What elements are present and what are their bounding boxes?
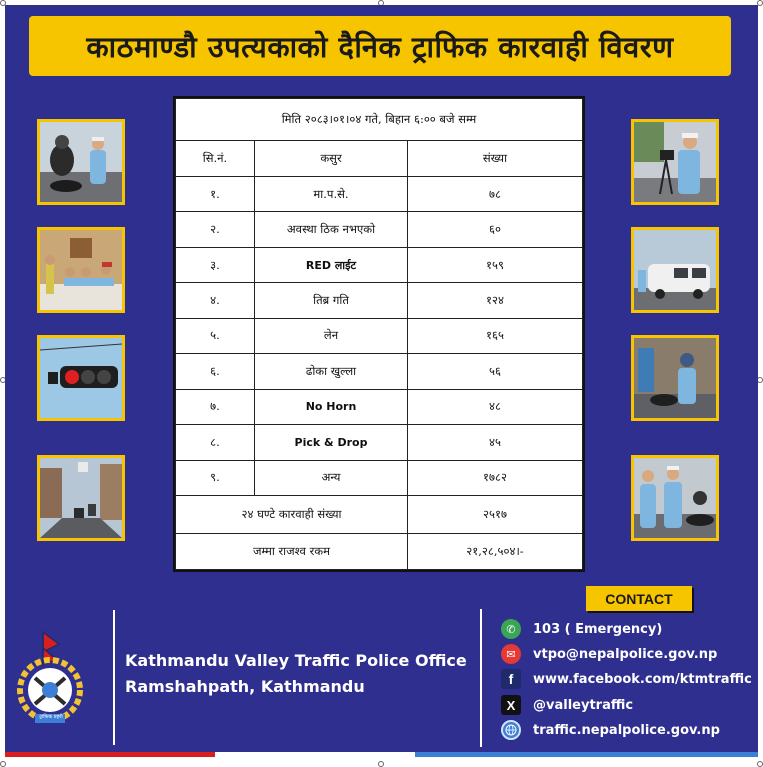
row-offense: अन्य [255, 460, 408, 496]
header-count: संख्या [408, 141, 583, 177]
row-offense: लेन [255, 318, 408, 353]
row-offense: अवस्था ठिक नभएको [255, 212, 408, 247]
contact-website[interactable] [501, 719, 720, 741]
table-row [176, 354, 583, 389]
title-banner [29, 16, 731, 76]
contact-phone[interactable] [501, 618, 662, 640]
photo-police-checking-rider [37, 119, 125, 205]
contact-button[interactable]: CONTACT [586, 586, 692, 611]
total-label: २४ घण्टे कारवाही संख्या [176, 496, 408, 534]
bottom-stripe [5, 752, 758, 757]
poster-title: काठमाण्डौ उपत्यकाको दैनिक ट्राफिक कारवाही विवरण [86, 29, 674, 64]
row-count: ५६ [408, 354, 583, 389]
row-count: १५९ [408, 247, 583, 282]
phone-icon: ✆ [501, 619, 521, 639]
divider-right [480, 609, 482, 747]
header-offense: कसुर [255, 141, 408, 177]
row-sn: ९. [176, 460, 255, 496]
revenue-row [176, 534, 583, 570]
revenue-label: जम्मा राजश्व रकम [176, 534, 408, 570]
x-icon: X [501, 695, 521, 715]
row-count: ६० [408, 212, 583, 247]
row-offense: No Horn [255, 389, 408, 424]
photo-city-street [37, 455, 125, 541]
contact-x[interactable] [501, 694, 633, 716]
table-row [176, 283, 583, 318]
contact-facebook-text: www.facebook.com/ktmtraffic [533, 671, 752, 687]
total-value: २५१७ [408, 496, 583, 534]
office-address [125, 648, 475, 700]
photo-officers-checking-vehicle [631, 455, 719, 541]
row-offense: ढोका खुल्ला [255, 354, 408, 389]
row-count: ४५ [408, 425, 583, 460]
photo-traffic-office-desk [37, 227, 125, 313]
divider-left [113, 610, 115, 745]
table-row [176, 425, 583, 460]
table-row [176, 318, 583, 353]
globe-icon [501, 720, 521, 740]
row-offense: RED लाईट [255, 247, 408, 282]
facebook-icon: f [501, 669, 521, 689]
row-count: १६५ [408, 318, 583, 353]
row-count: ७८ [408, 177, 583, 212]
police-emblem [7, 630, 93, 730]
contact-phone-text: 103 ( Emergency) [533, 621, 663, 637]
row-offense: मा.प.से. [255, 177, 408, 212]
table-row [176, 389, 583, 424]
revenue-value: २१,२८,५०४।- [408, 534, 583, 570]
mail-icon: ✉ [501, 644, 521, 664]
table-row [176, 212, 583, 247]
resize-handle-bottom[interactable] [378, 761, 384, 767]
traffic-poster[interactable] [5, 5, 758, 757]
contact-website-text: traffic.nepalpolice.gov.np [533, 722, 720, 738]
photo-police-with-bike [631, 335, 719, 421]
row-count: ४८ [408, 389, 583, 424]
table-row [176, 247, 583, 282]
row-sn: ८. [176, 425, 255, 460]
table-row [176, 177, 583, 212]
photo-police-van [631, 227, 719, 313]
row-count: १२४ [408, 283, 583, 318]
row-offense: तिब्र गति [255, 283, 408, 318]
row-sn: ४. [176, 283, 255, 318]
row-sn: ६. [176, 354, 255, 389]
row-sn: ३. [176, 247, 255, 282]
table-date-row: मिति २०८३।०१।०४ गते, बिहान ६:०० बजे सम्म [176, 99, 583, 141]
row-sn: १. [176, 177, 255, 212]
row-count: १७८२ [408, 460, 583, 496]
emblem-text: ट्राफिक प्रहरी [39, 714, 63, 720]
total-row [176, 496, 583, 534]
row-sn: ७. [176, 389, 255, 424]
photo-speed-camera-officer [631, 119, 719, 205]
contact-facebook[interactable] [501, 668, 752, 690]
resize-handle-bottom-right[interactable] [757, 761, 763, 767]
offense-table [173, 96, 585, 572]
contact-email[interactable] [501, 643, 717, 665]
contact-x-text: @valleytraffic [533, 697, 634, 713]
contact-email-text: vtpo@nepalpolice.gov.np [533, 646, 718, 662]
office-location: Ramshahpath, Kathmandu [125, 677, 365, 696]
office-name: Kathmandu Valley Traffic Police Office [125, 651, 467, 670]
photo-traffic-light [37, 335, 125, 421]
row-sn: २. [176, 212, 255, 247]
resize-handle-bottom-left[interactable] [0, 761, 6, 767]
table-row [176, 460, 583, 496]
header-sn: सि.नं. [176, 141, 255, 177]
row-offense: Pick & Drop [255, 425, 408, 460]
row-sn: ५. [176, 318, 255, 353]
